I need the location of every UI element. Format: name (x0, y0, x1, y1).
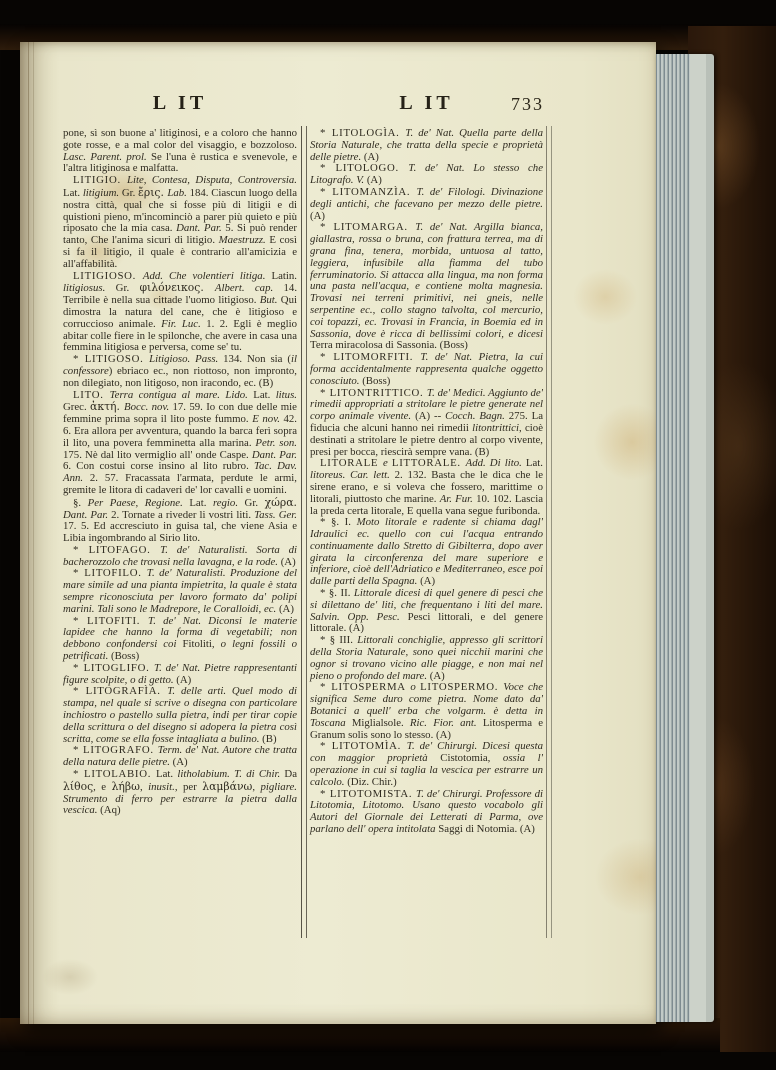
entry-lito-per-paese: §. Per Paese, Regione. Lat. regio. Gr. χώρα. Dant. Par. 2. Tornate a riveder li vostri liti. Tass. Ger. 17. 5. Ed accresciuto in guisa tal, che viene Asia e Libia ingombrando al Sirio lito. (63, 495, 297, 545)
right-margin-rule (546, 126, 552, 938)
entry-lito: LITO. Terra contigua al mare. Lido. Lat. litus. Grec. ἀκτή. Bocc. nov. 17. 59. Io con due delle mie femmine prima sopra il lito poste fummo. E nov. 42. 6. Era allora per avventura, quando la barca ferì sopra il lito, una povera femminetta alla marina. Petr. son. 175. Nè dal lito vermiglio all' onde Caspe. Dant. Par. 6. Con costui corse insino al lito rubro. Tac. Dav. Ann. 2. 57. Fracassata l'armata, perdute le armi, gremite le litora di cadaveri de' lor cavalli e uomini. (63, 388, 297, 496)
entry-litoglifo: * LITOGLIFO. T. de' Nat. Pietre rappresentanti figure scolpite, o di getto. (A) (63, 661, 297, 686)
entry-litorale-par-2: * §. II. Littorale dicesi di quel genere di pesci che si dilettano de' liti, che frequentano i liti del mare. Salvin. Opp. Pesc. Pesci littorali, e del genere littorale. (A) (310, 587, 543, 635)
entry-litotomia: * LITOTOMÌA. T. de' Chirurgi. Dicesi questa con maggior proprietà Cistotomia, ossia l' operazione in cui si taglia la vescica per estrarre un calcolo. (Diz. Chir.) (310, 740, 543, 788)
binding-crease (28, 42, 34, 1024)
entry-continuation: pone, sì son buone a' litiginosi, e a coloro che hanno gote rosse, e a mal color del visaggio, e bozzoloso. Lasc. Parent. prol. Se l'una è rustica e svenevole, e l'altra litiginosa e malfatta. (63, 127, 297, 175)
entry-litosperma: * LITOSPERMA o LITOSPERMO. Voce che significa Seme duro come pietra. Nome dato da' Botanici a quell' erba che volgarm. è detta in Toscana Miglialsole. Ric. Fior. ant. Litosperma e Granum solis sono lo stesso. (A) (310, 681, 543, 741)
entry-litorale-par-1: * §. I. Moto litorale e radente si chiama dagl' Idraulici ec. quello con cui l'acqua entrando continuamente dallo Stretto di Gibilterra, dopo aver girata la circonferenza del mare superiore e inferiore, cioè dell'Adriatico e Mediterraneo, esce poi dalle parti della Spagna. (A) (310, 516, 543, 588)
entry-litomorfiti: * LITOMORFITI. T. de' Nat. Pietra, la cui forma accidentalmente rappresenta qualche oggetto conosciuto. (Boss) (310, 351, 543, 387)
entry-litologia: * LITOLOGÌA. T. de' Nat. Quella parte della Storia Naturale, che tratta della specie e proprietà delle pietre. (A) (310, 127, 543, 163)
entry-litigioso: LITIGIOSO. Add. Che volentieri litiga. Latin. litigiosus. Gr. φιλόνεικος. Albert. cap. 14. Terribile è nella sua cittade l'uomo litigioso. But. Qui dimostra la natura del cane, che è litigioso e corruccioso animale. Fir. Luc. 1. 2. Egli è meglio abitar colle fiere in le spilonche, che avere in casa una femmina litigiosa e perversa, come se' tu. (63, 269, 298, 354)
running-head-left: L IT (152, 92, 208, 114)
entry-litologo: * LITOLOGO. T. de' Nat. Lo stesso che Litografo. V. (A) (310, 162, 543, 187)
entry-litofilo: * LITOFILO. T. de' Naturalisti. Produzione del mare simile ad una pianta impietrita, la quale è stata sempre riconosciuta per lavoro formato da' polipi marini. Tali sono le Madrepore, le Coralloidi, ec. (A) (63, 567, 297, 615)
entry-litolabio: * LITOLABIO. Lat. litholabium. T. di Chir. Da λίθος, e λήβω, inusit., per λαμβάνω, pigliare. Strumento di ferro per estrarre la pietra dalla vescica. (Aq) (63, 768, 298, 817)
entry-litografo: * LITOGRAFO. Term. de' Nat. Autore che tratta della natura delle pietre. (A) (63, 744, 297, 769)
entry-litofiti: * LITOFITI. T. de' Nat. Diconsi le materie lapidee che hanno la forma di vegetabili; non debbono confondersi coi Fitoliti, o legni fossili o petrificati. (Boss) (63, 614, 298, 663)
entry-litotomista: * LITOTOMISTA. T. de' Chirurgi. Professore di Litotomia, Litotomo. Usano questo vocabolo gli Autori del Giornale dei Letterati di Parma, ove parlano dell' opera intitolata Saggi di Notomia. (A) (310, 787, 543, 836)
page-number: 733 (511, 94, 544, 114)
entry-litigio: LITIGIO. Lite, Contesa, Disputa, Controversia. Lat. litigium. Gr. ἔρις. Lab. 184. Ciascun luogo della nostra città, qual che si fosse più di litigii e di quistioni pieno, m'incominciò a parer più quieto e più riposato che la mia casa. Dant. Par. 5. Si può render tanto, Che l'anima sicuri di litigio. Maestruzz. E così si fa il litigio, il quale è contrario all'amicizia e all'affabilità. (63, 174, 297, 270)
book-fore-edge-pages (656, 54, 714, 1022)
column-divider-rule (301, 126, 307, 938)
column-right (310, 128, 543, 836)
entry-litontrittico: * LITONTRITTICO. T. de' Medici. Aggiunto de' rimedii appropriati a stritolare le pietre generate nel corpo animale vivente. (A) -- Cocch. Bagn. 275. La fiducia che alcuni hanno nei rimedii litontrittici, cioè destinati a stritolare le pietre dentro al corpo vivente, presi per bocca, riescirà sempre vana. (B) (310, 386, 544, 458)
entry-litigoso: * LITIGOSO. Litigioso. Pass. 134. Non sia (il confessore) ebriaco ec., non riottoso, non impronto, non dilegiato, non litigoso, non iracondo, ec. (B) (63, 353, 297, 389)
entry-litorale: LITORALE e LITTORALE. Add. Di lito. Lat. litoreus. Car. lett. 2. 132. Basta che le dica che le sirene erano, e si voleva che fossero, marittime o litorali, piuttosto che marine. Ar. Fur. 10. 102. Lascia la preda certa litorale, E quella vana segue furibonda. (310, 457, 543, 517)
running-head-right: L IT (399, 92, 454, 114)
entry-litorale-par-3: * § III. Littorali conchiglie, appresso gli scrittori della Storia Naturale, sono quei nicchii marini che ognor si trovano vicino alle piagge, e non mai nel pieno o profondo del mare. (A) (310, 634, 543, 682)
entry-litomarga: * LITOMARGA. T. de' Nat. Argilla bianca, giallastra, rossa o bruna, con frattura terrea, ma di grana fina, tenera, morbida, untuosa al tatto, leggiera, infusibile alla fiamma del tubo ferruminatorio. Si attacca alla lingua, ma non forma una pasta nell'acqua, e contiene molta magnesia. Trovasi nei terreni primitivi, nei gneis, nelle serpentine ec., collo stagno talvolta, col mercurio, coi topazzi, ec. Trovasi in Francia, in Boemia ed in Sassonia, dove è ricca di bellissimi colori, e dicesi Terra miracolosa di Sassonia. (Boss) (310, 221, 543, 352)
entry-litomanzia: * LITOMANZÌA. T. de' Filologi. Divinazione degli antichi, che facevano per mezzo delle pietre. (A) (310, 185, 543, 222)
entry-litofago: * LITOFAGO. T. de' Naturalisti. Sorta di bacherozzolo che trovasi nella lavagna, e la rode. (A) (63, 543, 297, 568)
book-page (20, 42, 656, 1024)
entry-litografia: * LITOGRAFÌA. T. delle arti. Quel modo di stampa, nel quale si scrive o disegna con particolare inchiostro o pastello sulla pietra, indi per tirar copie della scrittura o del disegno si adopera la pietra così scritta, come se ella fosse intagliata a bulino. (B) (63, 685, 297, 745)
column-left (63, 128, 297, 817)
